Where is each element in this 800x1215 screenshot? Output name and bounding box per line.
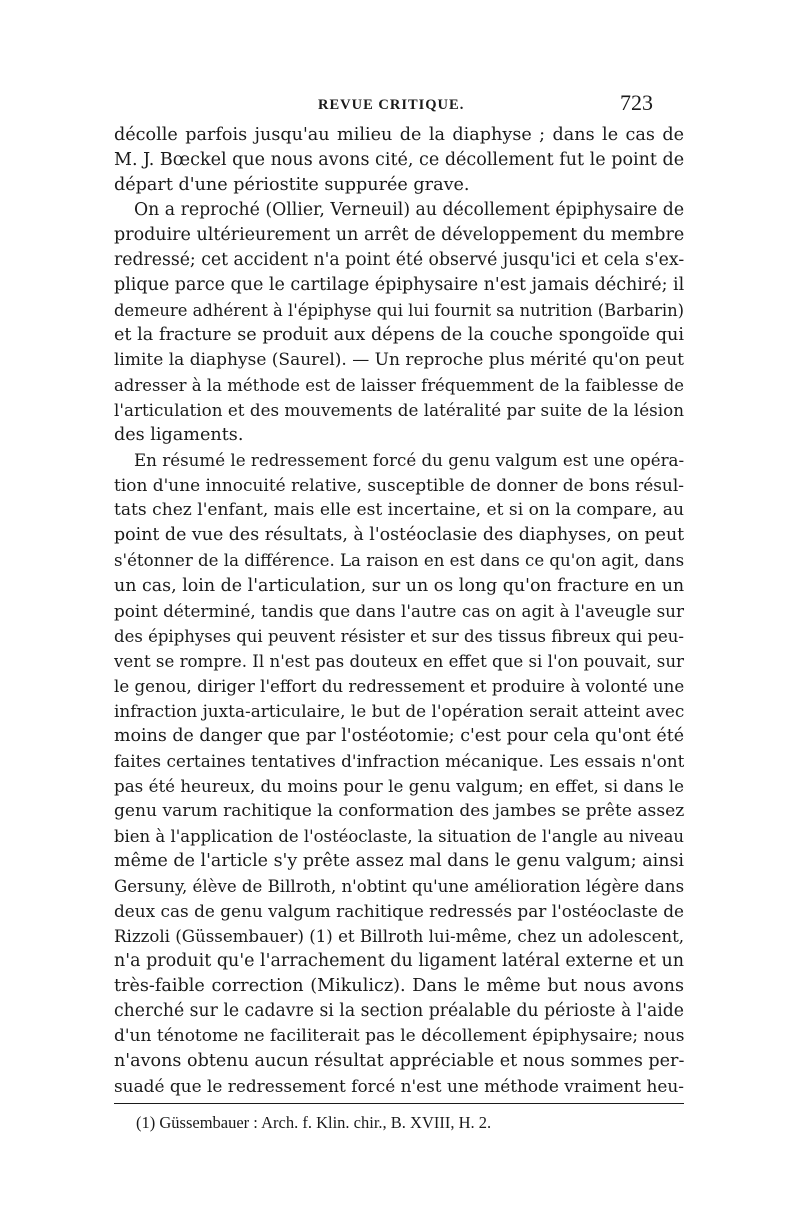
text-line: adresser à la méthode est de laisser fréquemment de la faiblesse de bbox=[114, 376, 684, 396]
text-line: genu varum rachitique la conformation des jambes se prête assez bbox=[114, 800, 684, 821]
text-line: très-faible correction (Mikulicz). Dans le même but nous avons bbox=[114, 975, 684, 996]
text-line: l'articulation et des mouvements de latéralité par suite de la lésion bbox=[114, 400, 684, 421]
footnote-divider bbox=[114, 1103, 684, 1104]
text-line: tats chez l'enfant, mais elle est incertaine, et si on la compare, au bbox=[114, 500, 684, 521]
text-line: limite la diaphyse (Saurel). — Un reproche plus mérité qu'on peut bbox=[114, 350, 684, 371]
running-title: REVUE CRITIQUE. bbox=[318, 97, 465, 113]
text-line: s'étonner de la différence. La raison en est dans ce qu'on agit, dans bbox=[114, 551, 684, 571]
text-line: On a reproché (Ollier, Verneuil) au décollement épiphysaire de bbox=[134, 200, 684, 221]
text-line: deux cas de genu valgum rachitique redressés par l'ostéoclaste de bbox=[114, 900, 684, 921]
text-line: départ d'une périostite suppurée grave. bbox=[114, 175, 470, 196]
text-line: le genou, diriger l'effort du redressement et produire à volonté une bbox=[114, 676, 684, 696]
text-line: n'a produit qu'e l'arrachement du ligament latéral externe et un bbox=[114, 950, 684, 971]
text-line: M. J. Bœckel que nous avons cité, ce décollement fut le point de bbox=[114, 150, 684, 170]
text-line: et la fracture se produit aux dépens de la couche spongoïde qui bbox=[114, 325, 684, 346]
text-line: moins de danger que par l'ostéotomie; c'est pour cela qu'ont été bbox=[114, 725, 684, 746]
text-line: redressé; cet accident n'a point été observé jusqu'ici et cela s'ex- bbox=[114, 250, 684, 271]
text-line: produire ultérieurement un arrêt de développement du membre bbox=[114, 225, 684, 246]
text-line: plique parce que le cartilage épiphysaire n'est jamais déchiré; il bbox=[114, 275, 684, 296]
page-number: 723 bbox=[620, 90, 653, 115]
text-line: point déterminé, tandis que dans l'autre cas on agit à l'aveugle sur bbox=[114, 600, 684, 621]
text-line: infraction juxta-articulaire, le but de l'opération serait atteint avec bbox=[114, 700, 684, 721]
text-line: tion d'une innocuité relative, susceptible de donner de bons résul- bbox=[114, 475, 684, 496]
text-line: En résumé le redressement forcé du genu valgum est une opéra- bbox=[134, 451, 684, 471]
text-line: Rizzoli (Güssembauer) (1) et Billroth lui-même, chez un adolescent, bbox=[114, 926, 684, 946]
text-line: suadé que le redressement forcé n'est une méthode vraiment heu- bbox=[114, 1076, 684, 1096]
footnote: (1) Güssembauer : Arch. f. Klin. chir., B. XVIII, H. 2. bbox=[136, 1113, 492, 1132]
text-line: d'un ténotome ne faciliterait pas le décollement épiphysaire; nous bbox=[114, 1025, 684, 1046]
text-line: des épiphyses qui peuvent résister et sur des tissus fibreux qui peu- bbox=[114, 626, 684, 646]
text-line: cherché sur le cadavre si la section préalable du périoste à l'aide bbox=[114, 1000, 684, 1021]
text-line: un cas, loin de l'articulation, sur un os long qu'on fracture en un bbox=[114, 575, 684, 596]
text-line: bien à l'application de l'ostéoclaste, la situation de l'angle au niveau bbox=[114, 826, 684, 846]
text-line: faites certaines tentatives d'infraction mécanique. Les essais n'ont bbox=[114, 750, 684, 771]
text-line: point de vue des résultats, à l'ostéoclasie des diaphyses, on peut bbox=[114, 525, 684, 546]
text-line: même de l'article s'y prête assez mal dans le genu valgum; ainsi bbox=[114, 850, 684, 871]
text-line: Gersuny, élève de Billroth, n'obtint qu'une amélioration légère dans bbox=[114, 876, 684, 896]
text-line: décolle parfois jusqu'au milieu de la diaphyse ; dans le cas de bbox=[114, 125, 684, 145]
text-line: vent se rompre. Il n'est pas douteux en effet que si l'on pouvait, sur bbox=[114, 651, 684, 671]
text-line: des ligaments. bbox=[114, 425, 244, 446]
text-line: n'avons obtenu aucun résultat appréciable et nous sommes per- bbox=[114, 1051, 684, 1071]
text-line: pas été heureux, du moins pour le genu valgum; en effet, si dans le bbox=[114, 775, 684, 796]
text-line: demeure adhérent à l'épiphyse qui lui fournit sa nutrition (Barbarin) bbox=[114, 301, 684, 321]
